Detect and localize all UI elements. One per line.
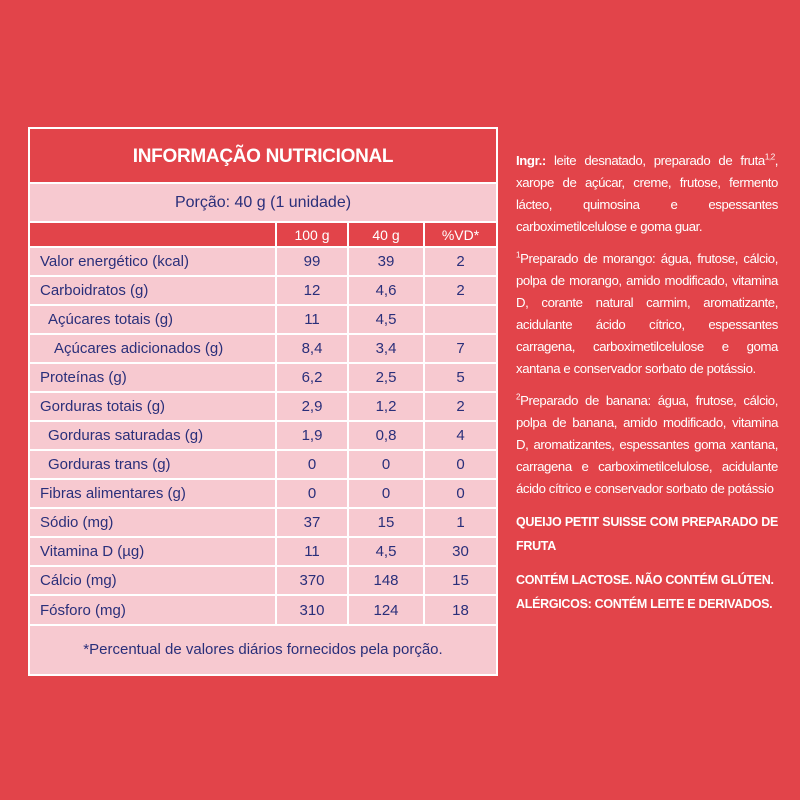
footnote-banana bbox=[516, 390, 778, 500]
value-40g: 4,5 bbox=[348, 537, 424, 566]
value-100g: 0 bbox=[276, 479, 348, 508]
value-vd bbox=[424, 305, 496, 334]
value-100g: 1,9 bbox=[276, 421, 348, 450]
row-label: Vitamina D (µg) bbox=[30, 537, 276, 566]
ingredients-text: leite desnatado, preparado de fruta bbox=[554, 153, 765, 168]
row-label: Gorduras trans (g) bbox=[30, 450, 276, 479]
value-vd: 30 bbox=[424, 537, 496, 566]
value-vd: 2 bbox=[424, 247, 496, 276]
column-header-vd: %VD* bbox=[424, 223, 496, 247]
value-vd: 2 bbox=[424, 392, 496, 421]
table-row bbox=[30, 392, 496, 421]
table-row bbox=[30, 247, 496, 276]
row-label: Fibras alimentares (g) bbox=[30, 479, 276, 508]
value-40g: 1,2 bbox=[348, 392, 424, 421]
value-100g: 8,4 bbox=[276, 334, 348, 363]
row-label: Sódio (mg) bbox=[30, 508, 276, 537]
row-label: Gorduras totais (g) bbox=[30, 392, 276, 421]
footnote-strawberry bbox=[516, 248, 778, 380]
lactose-warning: CONTÉM LACTOSE. NÃO CONTÉM GLÚTEN. bbox=[516, 573, 774, 587]
nutrition-table bbox=[28, 127, 498, 676]
value-100g: 0 bbox=[276, 450, 348, 479]
row-label: Valor energético (kcal) bbox=[30, 247, 276, 276]
row-label: Fósforo (mg) bbox=[30, 595, 276, 624]
row-label: Gorduras saturadas (g) bbox=[30, 421, 276, 450]
column-header-blank bbox=[30, 223, 276, 247]
table-row bbox=[30, 334, 496, 363]
table-row bbox=[30, 421, 496, 450]
value-40g: 0 bbox=[348, 450, 424, 479]
value-100g: 370 bbox=[276, 566, 348, 595]
value-vd: 0 bbox=[424, 450, 496, 479]
table-row bbox=[30, 566, 496, 595]
value-100g: 11 bbox=[276, 305, 348, 334]
value-40g: 124 bbox=[348, 595, 424, 624]
row-label: Cálcio (mg) bbox=[30, 566, 276, 595]
table-row bbox=[30, 479, 496, 508]
ingredients-list bbox=[516, 150, 778, 238]
table-row bbox=[30, 508, 496, 537]
note2-sup: 2 bbox=[516, 392, 521, 402]
value-100g: 2,9 bbox=[276, 392, 348, 421]
table-row bbox=[30, 595, 496, 624]
table-footnote: *Percentual de valores diários fornecidos pela porção. bbox=[30, 624, 496, 674]
ingredients-sup: 1,2 bbox=[764, 152, 775, 162]
value-40g: 4,5 bbox=[348, 305, 424, 334]
value-40g: 39 bbox=[348, 247, 424, 276]
value-40g: 4,6 bbox=[348, 276, 424, 305]
value-vd: 4 bbox=[424, 421, 496, 450]
row-label: Carboidratos (g) bbox=[30, 276, 276, 305]
portion-size: Porção: 40 g (1 unidade) bbox=[30, 184, 496, 223]
value-vd: 5 bbox=[424, 363, 496, 392]
value-vd: 18 bbox=[424, 595, 496, 624]
table-row bbox=[30, 305, 496, 334]
row-label: Açúcares totais (g) bbox=[30, 305, 276, 334]
value-40g: 2,5 bbox=[348, 363, 424, 392]
value-100g: 99 bbox=[276, 247, 348, 276]
table-row bbox=[30, 537, 496, 566]
table-row bbox=[30, 276, 496, 305]
value-100g: 6,2 bbox=[276, 363, 348, 392]
value-100g: 310 bbox=[276, 595, 348, 624]
table-row bbox=[30, 363, 496, 392]
note2-text: Preparado de banana: água, frutose, cálcio, polpa de banana, amido modificado, vitamina D, aromatizantes, espessantes goma xantana, carragena e carboximetilcelulose, acidulante ácido cítrico e conservador sorbato de potássio bbox=[516, 393, 778, 496]
value-100g: 12 bbox=[276, 276, 348, 305]
value-40g: 15 bbox=[348, 508, 424, 537]
ingredients-label: Ingr.: bbox=[516, 153, 546, 168]
table-row bbox=[30, 450, 496, 479]
product-name: QUEIJO PETIT SUISSE COM PREPARADO DE FRUTA bbox=[516, 515, 778, 553]
value-100g: 11 bbox=[276, 537, 348, 566]
value-vd: 1 bbox=[424, 508, 496, 537]
ingredients-text-rest: , xarope de açúcar, creme, frutose, fermento lácteo, quimosina e espessantes carboximetilcelulose e goma guar. bbox=[516, 153, 779, 234]
column-header-40g: 40 g bbox=[348, 223, 424, 247]
value-40g: 3,4 bbox=[348, 334, 424, 363]
allergen-warning: ALÉRGICOS: CONTÉM LEITE E DERIVADOS. bbox=[516, 597, 773, 611]
value-100g: 37 bbox=[276, 508, 348, 537]
ingredients-panel bbox=[516, 150, 778, 616]
row-label: Açúcares adicionados (g) bbox=[30, 334, 276, 363]
value-vd: 7 bbox=[424, 334, 496, 363]
value-40g: 0 bbox=[348, 479, 424, 508]
value-vd: 2 bbox=[424, 276, 496, 305]
value-40g: 0,8 bbox=[348, 421, 424, 450]
nutrition-grid bbox=[30, 223, 496, 624]
column-header-100g: 100 g bbox=[276, 223, 348, 247]
row-label: Proteínas (g) bbox=[30, 363, 276, 392]
note1-sup: 1 bbox=[516, 250, 521, 260]
value-40g: 148 bbox=[348, 566, 424, 595]
value-vd: 15 bbox=[424, 566, 496, 595]
column-header-row bbox=[30, 223, 496, 247]
note1-text: Preparado de morango: água, frutose, cálcio, polpa de morango, amido modificado, vitamina D, corante natural carmim, aromatizante, acidulante ácido cítrico, espessantes carragena, carboximetilcelulose e goma xantana e conservador sorbato de potássio. bbox=[516, 251, 778, 376]
value-vd: 0 bbox=[424, 479, 496, 508]
nutrition-title: INFORMAÇÃO NUTRICIONAL bbox=[30, 129, 496, 184]
